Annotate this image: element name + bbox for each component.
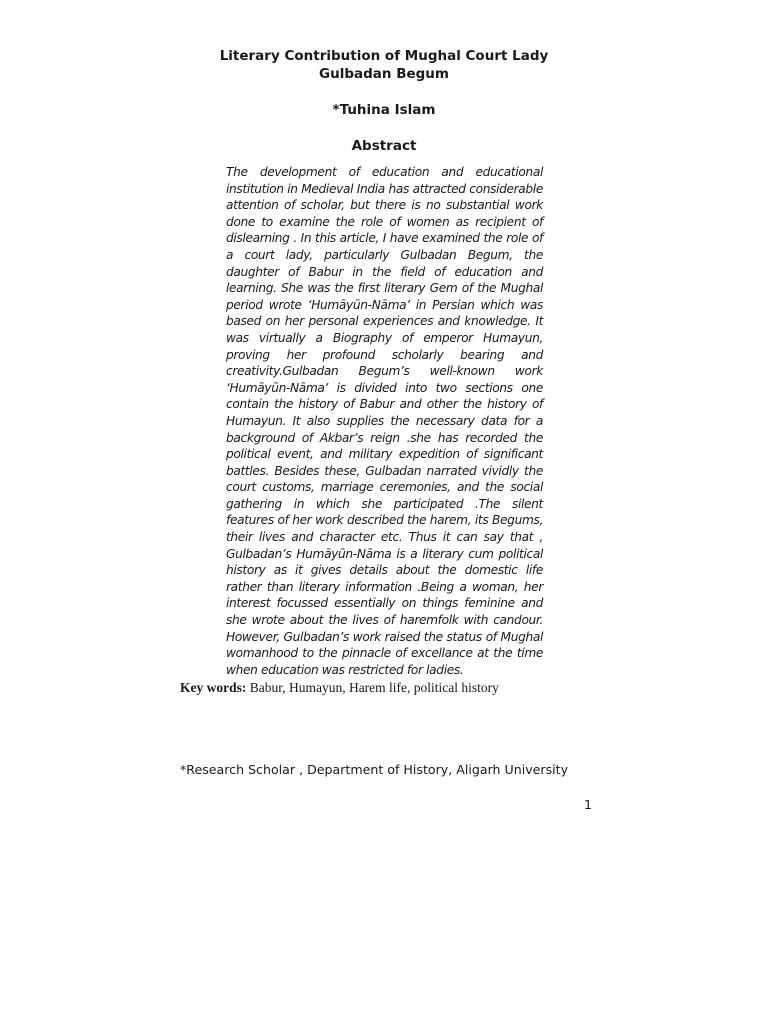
paper-title [180,47,588,83]
keywords-line [180,680,600,696]
paper-title-line-1: Literary Contribution of Mughal Court Lady [219,48,549,64]
keywords-text: Babur, Humayun, Harem life, political history [249,680,499,695]
keywords-label: Key words: [180,680,247,695]
abstract-heading: Abstract [351,138,417,154]
abstract-body: The development of education and educational institution in Medieval India has attracted considerable attention of scholar, but there is no substantial work done to examine the role of women as recipient of dislearning . In this article, I have examined the role of a court lady, particularly Gulbadan Begum, the daughter of Babur in the field of education and learning. She was the first literary Gem of the Mughal period wrote ‘Humāyūn-Nāma’ in Persian which was based on her personal experiences and knowledge. It was virtually a Biography of emperor Humayun, proving her profound scholarly bearing and creativity.Gulbadan Begum’s well-known work ‘Humāyūn-Nāma’ is divided into two sections one contain the history of Babur and other the history of Humayun. It also supplies the necessary data for a background of Akbar’s reign .she has recorded the political event, and military expedition of significant battles. Besides these, Gulbadan narrated vividly the court customs, marriage ceremonies, and the social gathering in which she participated .The silent features of her work described the harem, its Begums, their lives and character etc. Thus it can say that , Gulbadan’s Humāyūn-Nāma is a literary cum political history as it gives details about the domestic life rather than literary information .Being a woman, her interest focussed essentially on things feminine and she wrote about the lives of haremfolk with candour. However, Gulbadan’s work raised the status of Mughal womanhood to the pinnacle of excellance at the time when education was restricted for ladies. [226,165,543,677]
page-number: 1 [583,797,592,812]
author-affiliation-footnote: *Research Scholar , Department of History, Aligarh University [180,762,569,777]
author-name: *Tuhina Islam [332,102,436,118]
paper-title-line-2: Gulbadan Begum [319,66,449,82]
